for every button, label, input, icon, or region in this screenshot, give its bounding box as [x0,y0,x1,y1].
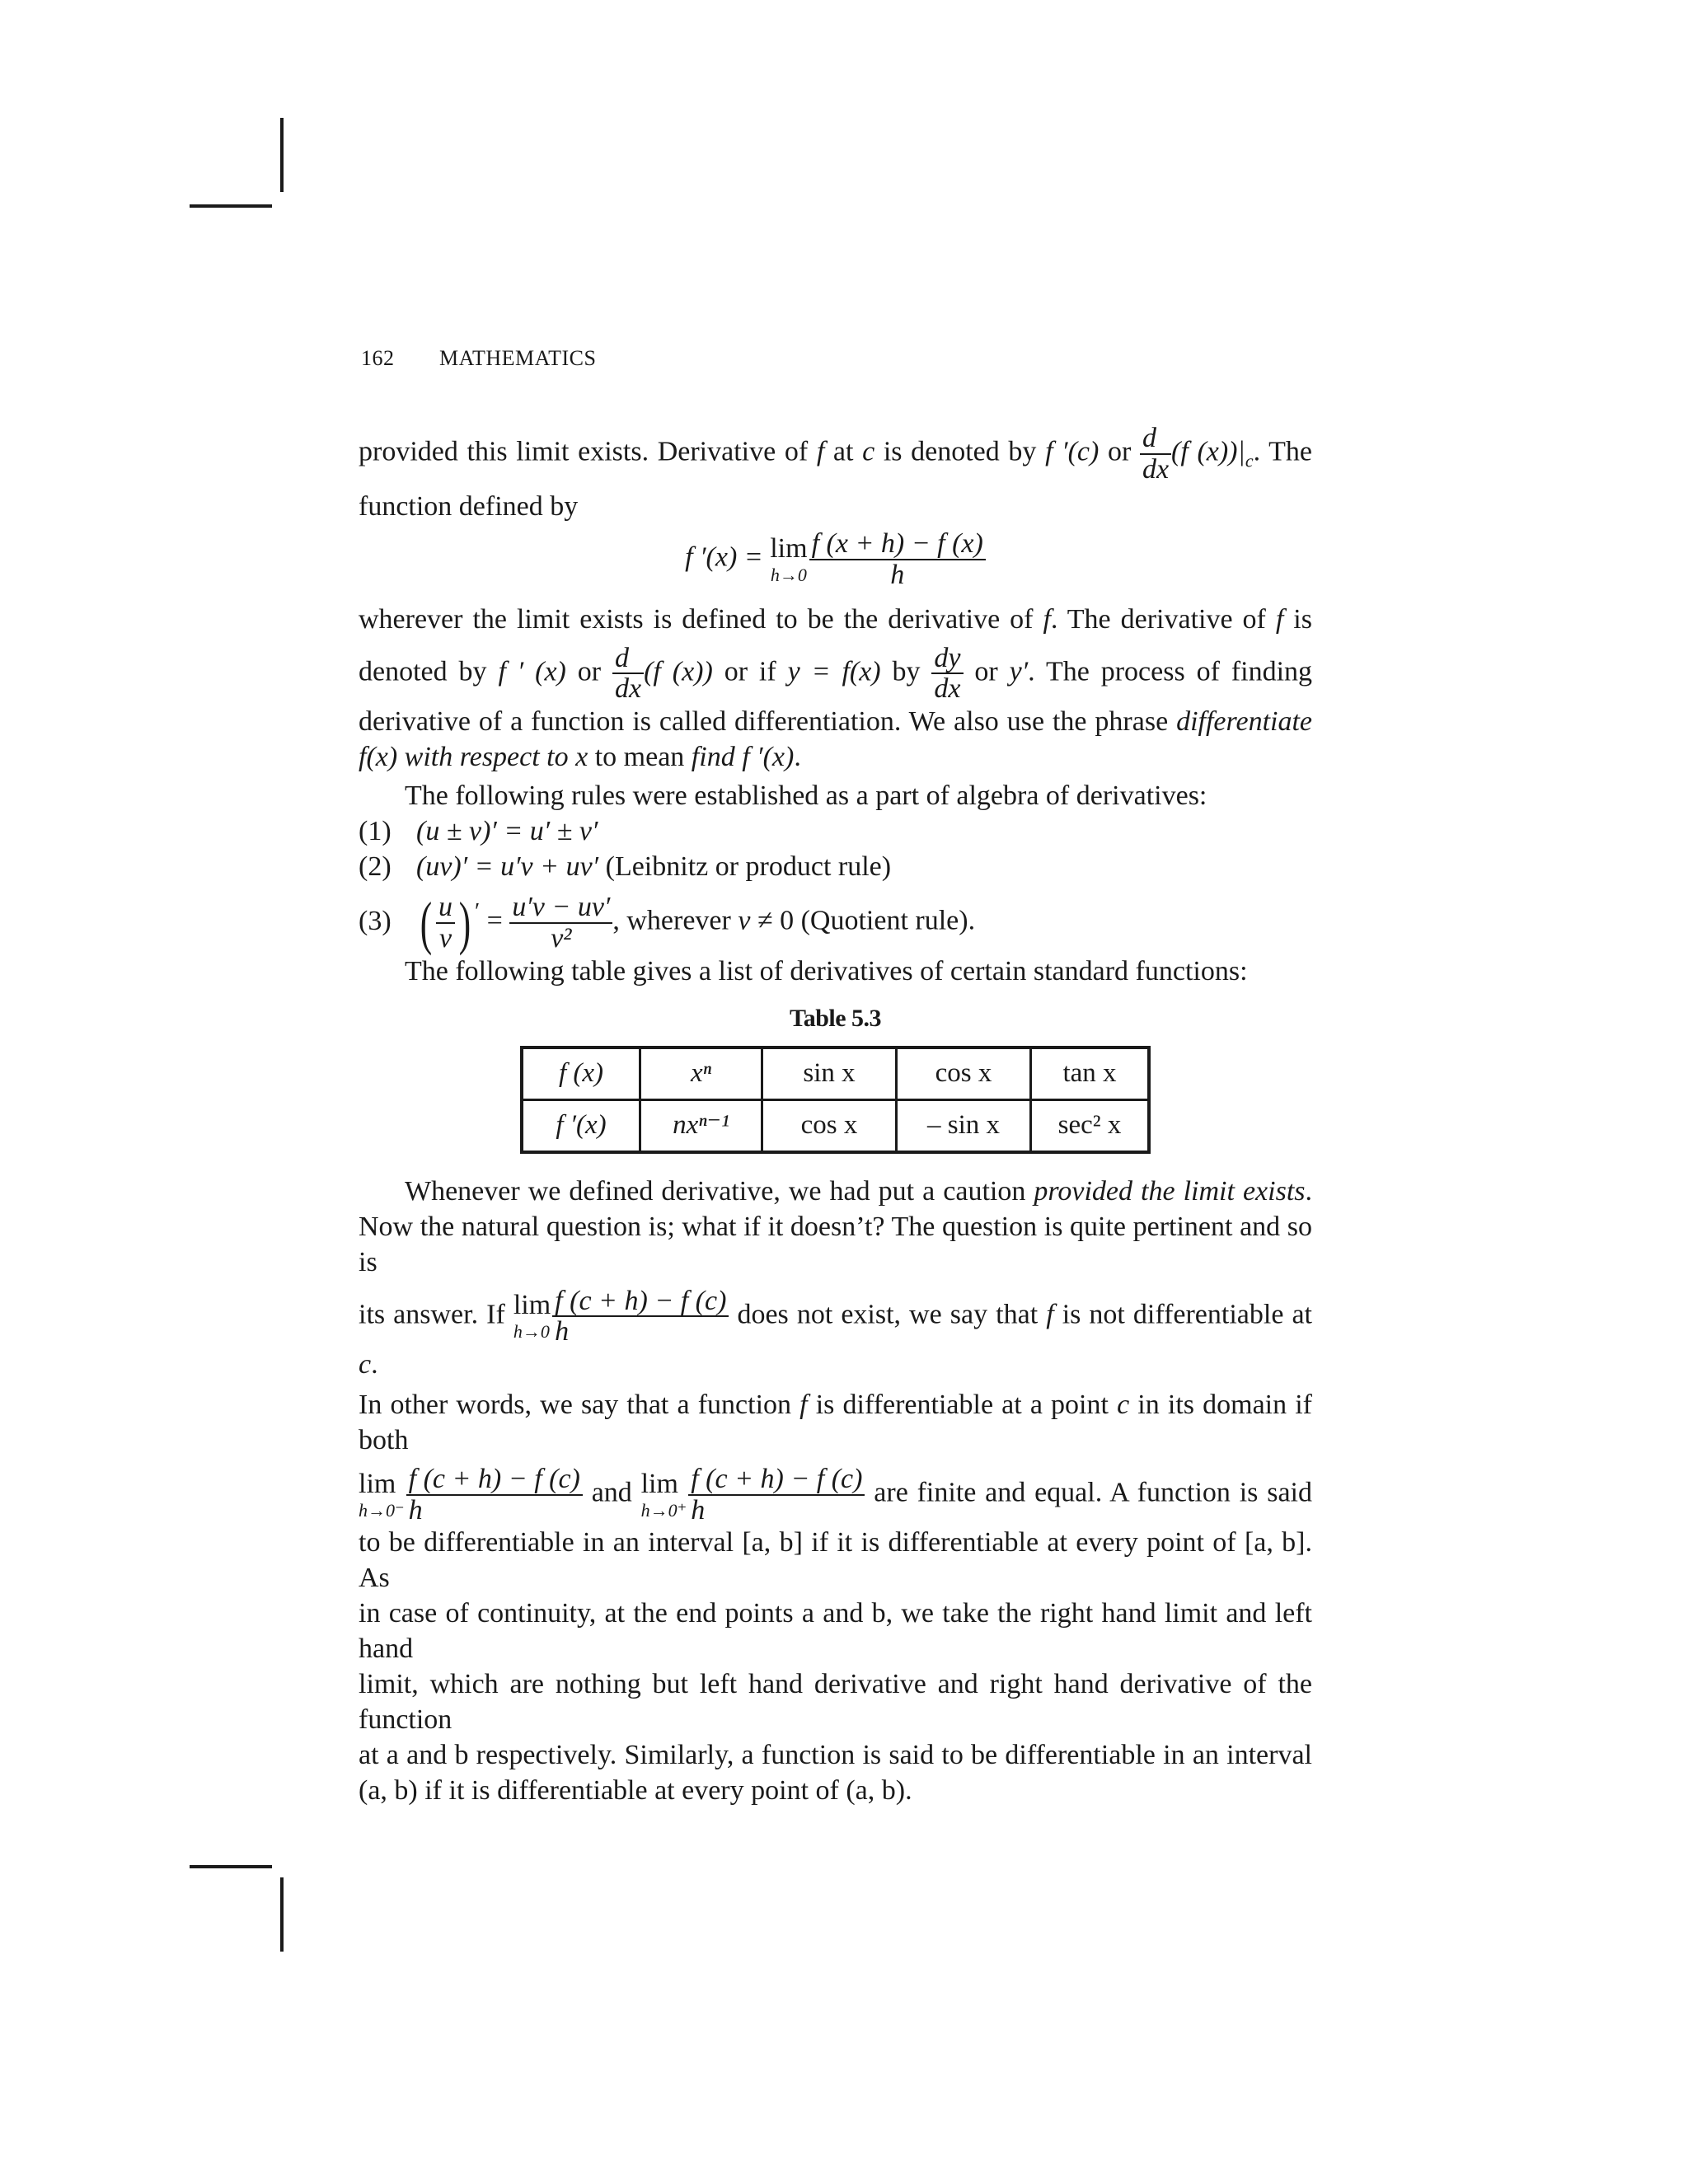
para3-rest-line: (a, b) if it is differentiable at every point of (a, b). [359,1775,912,1807]
para2-line4: f(x) with respect to x to mean find f ′(x). [359,742,801,773]
table-cell: f (x) [522,1047,640,1100]
crop-mark-bottom-vertical [280,1877,284,1952]
running-head-title: MATHEMATICS [439,346,597,370]
table-cell: sec² x [1031,1099,1150,1152]
para2-line2: denoted by f ′ (x) or $\frac{d}{dx}$ (f (x)) or if y = f(x) by $\frac{dy}{dx}$ or y′. The process of finding [359,642,1313,705]
rule-1: (1) (u ± v)′ = u′ ± v′ [359,816,598,847]
table-cell: f ′(x) [522,1099,640,1152]
running-header [361,346,596,371]
para3-line3: its answer. If lim h→0 $\frac{f (c + h) - f (c)}{h}$ does not exist, we say that f is not differentiable at c. [359,1285,1312,1380]
para1-line2: function defined by [359,491,579,523]
page-body [359,423,1313,1808]
table-caption: Table 5.3 [789,1004,882,1032]
rule-2: (2) (uv)′ = u′v + uv′ (Leibnitz or product rule) [359,851,892,883]
page-number: 162 [361,346,395,370]
table-cell: – sin x [897,1099,1031,1152]
para3-line1: Whenever we defined derivative, we had put a caution provided the limit exists. [405,1175,1313,1207]
para2-line3: derivative of a function is called differentiation. We also use the phrase differentiate [359,706,1312,738]
crop-mark-top-vertical [280,118,284,192]
para3-line4: In other words, we say that a function f is differentiable at a point c in its domain if both [359,1389,1313,1455]
table-cell: cos x [897,1047,1031,1100]
para3-rest-line: limit, which are nothing but left hand derivative and right hand derivative of the function [359,1669,1312,1736]
table-cell: nxⁿ⁻¹ [640,1099,762,1152]
table-cell: sin x [762,1047,897,1100]
para2-line1: wherever the limit exists is defined to be the derivative of f. The derivative of f is [359,603,1312,635]
table-intro: The following table gives a list of derivatives of certain standard functions: [405,955,1248,987]
para1-line1: provided this limit exists. Derivative of f at c is denoted by f ′(c) or $\frac{d}{dx}$ (f $(x))|_c$. The [359,423,1312,485]
table-row [522,1047,1149,1100]
table-cell: xⁿ [640,1047,762,1100]
table-row [522,1099,1149,1152]
derivative-definition-equation: f ′(x) = lim h→0 $\frac{f (x + h) - f (x)}{h}$ [359,529,1312,589]
crop-mark-top-horizontal [190,204,272,208]
rules-intro: The following rules were established as a part of algebra of derivatives: [405,780,1207,812]
para3-rest-line: in case of continuity, at the end points a and b, we take the right hand limit and left hand [359,1598,1312,1665]
para3-line2: Now the natural question is; what if it doesn’t? The question is quite pertinent and so is [359,1211,1312,1277]
rule-3: (3) ( $\frac{u}{v}$ ) ′ = $\frac{u'v - uv'}{\text{v²}}$ , wherever v ≠ 0 (Quotient rule). [359,889,976,956]
para3-line5: lim h→0⁻ $\frac{f (c + h) - f (c)}{h}$ and lim h→0⁺ $\frac{f (c + h) - f (c)}{h}$ are finite and equal. A function is said [359,1463,1312,1526]
derivatives-table [520,1046,1151,1154]
para3-rest-line: to be differentiable in an interval [a, b] if it is differentiable at every point of [a, b]. As [359,1527,1312,1594]
table-cell: tan x [1031,1047,1150,1100]
d-dx-fraction: $\frac{d}{dx}$ [1140,424,1171,484]
para3-rest-line: at a and b respectively. Similarly, a function is said to be differentiable in an interval [359,1740,1312,1771]
table-cell: cos x [762,1099,897,1152]
crop-mark-bottom-horizontal [190,1865,272,1868]
